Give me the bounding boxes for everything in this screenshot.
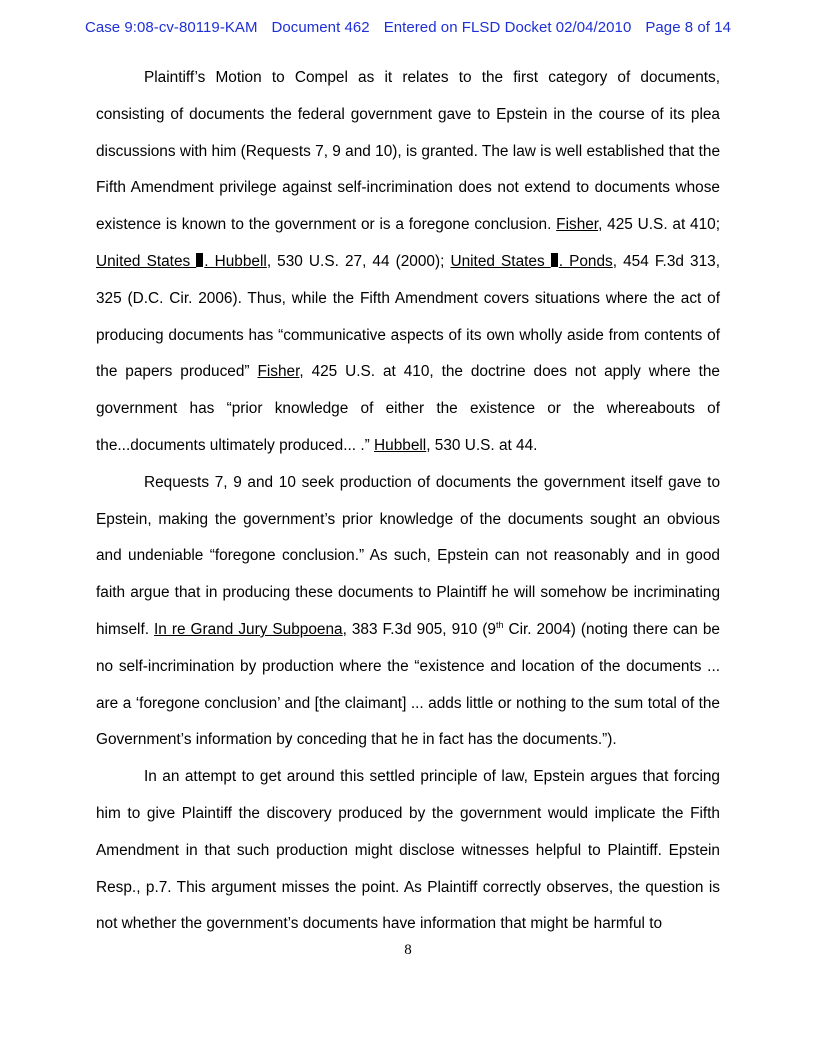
redaction-mark [551,253,558,267]
citation-grand-jury-subpoena: In re Grand Jury Subpoena [154,620,343,638]
docket-header [0,19,816,36]
case-number: Case 9:08-cv-80119-KAM [84,19,258,36]
text-run: Plaintiff’s Motion to Compel as it relates to the first category of documents, consisting of documents the federal government gave to Epstein in the course of its plea discussions with him (Requests 7, 9 and 10), is granted. The law is well established that the Fifth Amendment privilege against self-incrimination does not extend to documents whose existence is known to the government or is a foregone conclusion. [96,69,720,234]
citation-fisher: Fisher [257,363,300,381]
text-run: , 454 F.3d 313, 325 (D.C. Cir. 2006). Thus, while the Fifth Amendment covers situations where the act of producing documents has “communicative aspects of its own wholly aside from contents of the papers produced” [96,252,720,381]
text-run: , 425 U.S. at 410; [598,216,721,234]
text-run: Cir. 2004) (noting there can be no self-incrimination by production where the “existence and location of the documents ... are a ‘foregone conclusion’ and [the claimant] ... adds little or nothing to the sum total of the Government’s information by conceding that he in fact has the documents.”). [96,620,720,749]
paragraph-2 [96,465,720,759]
text-run: , 383 F.3d 905, 910 (9 [342,620,496,638]
docket-entry: Entered on FLSD Docket 02/04/2010 [383,19,632,36]
citation-part: . Hubbell [204,252,267,270]
text-run: , 425 U.S. at 410, the doctrine does not apply where the government has “prior knowledge of either the existence or the whereabouts of the...documents ultimately produced... .” [96,363,720,454]
text-run: Requests 7, 9 and 10 seek production of documents the government itself gave to Epstein, making the government’s prior knowledge of the documents sought an obvious and undeniable “foregone conclusion.” As such, Epstein can not reasonably and in good faith argue that in producing these documents to Plaintiff he will somehow be incriminating himself. [96,473,720,638]
page-count: Page 8 of 14 [645,19,732,36]
citation-hubbell [96,253,267,270]
redaction-mark [196,253,203,267]
text-run: , 530 U.S. 27, 44 (2000); [266,252,451,270]
ordinal-superscript: th [495,619,504,630]
citation-part: United States [450,252,551,270]
citation-part: United States [96,252,197,270]
document-number: Document 462 [271,19,370,36]
citation-ponds [450,253,612,270]
text-run: In an attempt to get around this settled principle of law, Epstein argues that forcing him to give Plaintiff the discovery produced by the government would implicate the Fifth Amendment in that such production might disclose witnesses helpful to Plaintiff. Epstein Resp., p.7. This argument misses the point. As Plaintiff correctly observes, the question is not whether the government’s documents have information that might be harmful to [96,768,720,933]
citation-fisher: Fisher [556,216,599,234]
paragraph-3 [96,759,720,943]
document-body [96,60,720,943]
text-run: , 530 U.S. at 44. [426,436,538,454]
page-number: 8 [404,942,412,958]
paragraph-1 [96,60,720,465]
citation-hubbell: Hubbell [374,436,427,454]
citation-part: . Ponds [558,252,613,270]
